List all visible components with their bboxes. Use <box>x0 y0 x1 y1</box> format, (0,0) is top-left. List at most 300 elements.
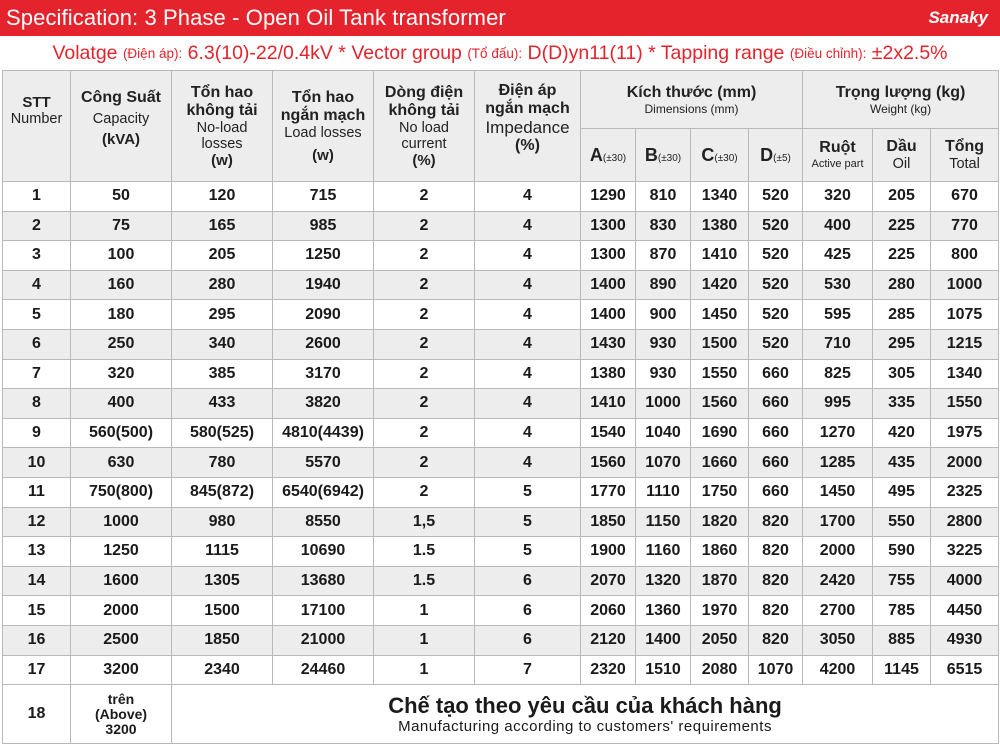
table-cell-w-active: 2000 <box>803 537 873 567</box>
table-cell-w-oil: 495 <box>873 477 931 507</box>
table-cell-capacity: 750(800) <box>71 477 172 507</box>
table-cell-w-oil: 285 <box>873 300 931 330</box>
table-cell-capacity: 50 <box>71 182 172 212</box>
table-cell-impedance: 5 <box>475 537 581 567</box>
table-cell-dim-c: 2050 <box>691 625 749 655</box>
table-cell-w-total: 6515 <box>931 655 999 685</box>
col-w-total-en: Total <box>949 156 980 172</box>
table-cell-stt: 3 <box>3 241 71 271</box>
table-cell-capacity: 180 <box>71 300 172 330</box>
table-cell-dim-c: 1450 <box>691 300 749 330</box>
table-cell-dim-b: 1150 <box>636 507 691 537</box>
table-row <box>3 596 999 626</box>
table-cell-load-losses: 24460 <box>273 655 374 685</box>
table-cell-w-active: 825 <box>803 359 873 389</box>
table-cell-w-oil: 420 <box>873 418 931 448</box>
table-cell-noload-losses: 205 <box>172 241 273 271</box>
note-en: Manufacturing according to customers' requirements <box>398 717 772 735</box>
table-cell-dim-b: 1320 <box>636 566 691 596</box>
table-cell-w-oil: 225 <box>873 241 931 271</box>
table-cell-dim-a: 1540 <box>581 418 636 448</box>
table-cell-capacity: 400 <box>71 389 172 419</box>
table-cell-w-oil: 305 <box>873 359 931 389</box>
table-cell-noload-current: 2 <box>374 448 475 478</box>
table-cell-impedance: 4 <box>475 182 581 212</box>
table-cell-noload-losses: 2340 <box>172 655 273 685</box>
table-cell-dim-c: 1860 <box>691 537 749 567</box>
col-dim-d <box>749 129 803 182</box>
table-cell-w-active: 1700 <box>803 507 873 537</box>
table-cell-load-losses: 1940 <box>273 270 374 300</box>
table-cell-noload-losses: 1850 <box>172 625 273 655</box>
col-dim-a-letter: A <box>589 144 603 165</box>
col-load-losses-vn1: Tổn hao <box>291 88 355 106</box>
table-cell-noload-current: 2 <box>374 418 475 448</box>
table-cell-stt: 6 <box>3 329 71 359</box>
table-cell-load-losses: 4810(4439) <box>273 418 374 448</box>
table-cell-noload-losses: 433 <box>172 389 273 419</box>
table-cell-capacity: 250 <box>71 329 172 359</box>
col-capacity-vn: Công Suất <box>81 88 161 106</box>
table-cell-stt: 17 <box>3 655 71 685</box>
table-cell-dim-b: 870 <box>636 241 691 271</box>
col-impedance-vn2: ngắn mạch <box>485 100 570 117</box>
table-cell-impedance: 7 <box>475 655 581 685</box>
table-cell-impedance: 4 <box>475 359 581 389</box>
table-cell-dim-c: 2080 <box>691 655 749 685</box>
table-cell-load-losses: 10690 <box>273 537 374 567</box>
table-cell-w-total: 1340 <box>931 359 999 389</box>
table-cell-dim-a: 1400 <box>581 270 636 300</box>
table-cell-dim-b: 930 <box>636 359 691 389</box>
table-cell-stt: 15 <box>3 596 71 626</box>
table-cell-noload-losses: 780 <box>172 448 273 478</box>
table-row <box>3 448 999 478</box>
table-cell-capacity: 1250 <box>71 537 172 567</box>
table-cell-stt: 14 <box>3 566 71 596</box>
table-cell-dim-a: 1430 <box>581 329 636 359</box>
table-cell-load-losses: 5570 <box>273 448 374 478</box>
table-cell-dim-d: 820 <box>749 566 803 596</box>
tap-value: ±2x2.5% <box>871 41 948 64</box>
table-row <box>3 182 999 212</box>
table-cell-noload-current: 1.5 <box>374 537 475 567</box>
table-cell-impedance: 6 <box>475 625 581 655</box>
table-cell-dim-d: 820 <box>749 507 803 537</box>
page-title: Specification: 3 Phase - Open Oil Tank transformer <box>6 5 506 30</box>
table-cell-noload-current: 1,5 <box>374 507 475 537</box>
table-cell-w-active: 2420 <box>803 566 873 596</box>
col-dim-c <box>691 129 749 182</box>
table-cell-impedance: 4 <box>475 448 581 478</box>
table-row <box>3 211 999 241</box>
col-w-active-en: Active part <box>811 158 864 170</box>
brand-logo: Sanaky <box>928 8 988 27</box>
table-cell-dim-b: 1070 <box>636 448 691 478</box>
tap-vn: (Điều chỉnh): <box>789 45 867 61</box>
table-cell-w-active: 530 <box>803 270 873 300</box>
table-cell-dim-c: 1420 <box>691 270 749 300</box>
voltage-value: 6.3(10)-22/0.4kV * Vector group <box>187 41 462 64</box>
table-cell-noload-current: 2 <box>374 359 475 389</box>
col-w-active <box>803 129 873 182</box>
col-impedance-en: Impedance <box>485 118 570 137</box>
table-row <box>3 241 999 271</box>
col-dim-b-letter: B <box>644 144 658 165</box>
table-row <box>3 418 999 448</box>
table-cell-capacity: 2000 <box>71 596 172 626</box>
col-w-total <box>931 129 999 182</box>
table-cell-dim-b: 1400 <box>636 625 691 655</box>
table-cell-noload-losses: 340 <box>172 329 273 359</box>
table-cell-w-active: 400 <box>803 211 873 241</box>
col-impedance-unit: (%) <box>515 137 540 154</box>
table-cell-capacity: 630 <box>71 448 172 478</box>
table-cell-capacity: 160 <box>71 270 172 300</box>
table-row <box>3 270 999 300</box>
table-cell-dim-c: 1750 <box>691 477 749 507</box>
table-cell-noload-current: 1 <box>374 596 475 626</box>
col-weight <box>803 71 999 129</box>
table-cell-impedance: 4 <box>475 300 581 330</box>
col-noload-current-vn1: Dòng điện <box>384 83 464 101</box>
col-load-losses-unit: (w) <box>312 146 334 164</box>
voltage-vn: (Điện áp): <box>122 45 183 61</box>
spec-table <box>2 70 999 744</box>
note-vn: Chế tạo theo yêu cầu của khách hàng <box>388 692 782 718</box>
table-cell-noload-losses: 1115 <box>172 537 273 567</box>
col-noload-losses-en2: losses <box>201 135 243 152</box>
table-cell-capacity: 1000 <box>71 507 172 537</box>
table-cell-dim-d: 660 <box>749 477 803 507</box>
table-body <box>3 182 999 744</box>
col-noload-losses-vn1: Tổn hao <box>190 83 254 101</box>
table-cell-impedance: 6 <box>475 596 581 626</box>
table-cell-w-active: 4200 <box>803 655 873 685</box>
table-cell-noload-losses: 580(525) <box>172 418 273 448</box>
table-cell-dim-a: 1560 <box>581 448 636 478</box>
table-cell-dim-a: 1300 <box>581 211 636 241</box>
table-cell-dim-b: 1510 <box>636 655 691 685</box>
col-w-active-vn: Ruột <box>819 139 856 156</box>
title-bar <box>0 0 1000 36</box>
table-cell-w-total: 2800 <box>931 507 999 537</box>
table-cell-impedance: 6 <box>475 566 581 596</box>
table-cell-stt: 18 <box>3 685 71 744</box>
table-cell-dim-c: 1500 <box>691 329 749 359</box>
table-cell-w-oil: 335 <box>873 389 931 419</box>
table-cell-dim-c: 1820 <box>691 507 749 537</box>
table-cell-stt: 4 <box>3 270 71 300</box>
table-cell-noload-current: 2 <box>374 300 475 330</box>
custom-manufacturing-note <box>172 685 999 744</box>
table-row-18 <box>3 685 999 744</box>
table-cell-stt: 16 <box>3 625 71 655</box>
table-cell-dim-a: 1770 <box>581 477 636 507</box>
table-row <box>3 329 999 359</box>
table-row <box>3 537 999 567</box>
table-cell-w-total: 770 <box>931 211 999 241</box>
table-cell-w-active: 710 <box>803 329 873 359</box>
table-cell-dim-b: 1110 <box>636 477 691 507</box>
table-cell-w-oil: 435 <box>873 448 931 478</box>
table-cell-w-active: 2700 <box>803 596 873 626</box>
table-cell-w-total: 4000 <box>931 566 999 596</box>
table-cell-dim-a: 1290 <box>581 182 636 212</box>
table-cell-noload-current: 2 <box>374 477 475 507</box>
table-cell-stt: 9 <box>3 418 71 448</box>
table-cell-impedance: 4 <box>475 211 581 241</box>
table-cell-w-oil: 295 <box>873 329 931 359</box>
col-impedance <box>475 71 581 182</box>
table-cell-dim-b: 930 <box>636 329 691 359</box>
table-cell-stt: 10 <box>3 448 71 478</box>
table-cell-w-total: 2000 <box>931 448 999 478</box>
table-cell-dim-c: 1550 <box>691 359 749 389</box>
table-cell-impedance: 4 <box>475 329 581 359</box>
table-row <box>3 566 999 596</box>
table-cell-w-oil: 755 <box>873 566 931 596</box>
table-cell-load-losses: 13680 <box>273 566 374 596</box>
table-cell-w-total: 4930 <box>931 625 999 655</box>
table-cell-capacity: 320 <box>71 359 172 389</box>
table-cell-dim-a: 2070 <box>581 566 636 596</box>
table-cell-impedance: 5 <box>475 477 581 507</box>
col-dim-c-letter: C <box>701 144 715 165</box>
table-cell-load-losses: 21000 <box>273 625 374 655</box>
table-cell-dim-b: 1000 <box>636 389 691 419</box>
table-cell-stt: 11 <box>3 477 71 507</box>
table-cell-stt: 13 <box>3 537 71 567</box>
table-cell-w-oil: 1145 <box>873 655 931 685</box>
col-noload-losses-en1: No-load <box>196 119 248 136</box>
table-row <box>3 625 999 655</box>
col-stt-vn: STT <box>22 93 51 111</box>
table-cell-dim-d: 660 <box>749 359 803 389</box>
table-cell-dim-a: 1380 <box>581 359 636 389</box>
table-cell-dim-d: 520 <box>749 182 803 212</box>
table-cell-dim-b: 810 <box>636 182 691 212</box>
col-w-total-vn: Tổng <box>944 138 985 155</box>
table-cell-dim-c: 1970 <box>691 596 749 626</box>
table-cell-impedance: 4 <box>475 418 581 448</box>
table-cell-w-total: 1075 <box>931 300 999 330</box>
col-w-oil-vn: Dầu <box>886 138 917 155</box>
table-cell-capacity: 1600 <box>71 566 172 596</box>
table-row <box>3 477 999 507</box>
table-cell-w-active: 425 <box>803 241 873 271</box>
col-noload-current <box>374 71 475 182</box>
col-dimensions-en: Dimensions (mm) <box>644 101 739 116</box>
col-stt-en: Number <box>10 110 63 127</box>
table-cell-capacity: 2500 <box>71 625 172 655</box>
vector-value: D(D)yn11(11) * Tapping range <box>527 41 785 64</box>
table-cell-capacity: 3200 <box>71 655 172 685</box>
table-cell-dim-b: 890 <box>636 270 691 300</box>
table-cell-noload-losses: 165 <box>172 211 273 241</box>
table-cell-noload-current: 2 <box>374 389 475 419</box>
table-row <box>3 300 999 330</box>
table-cell-noload-losses: 1500 <box>172 596 273 626</box>
table-cell-dim-c: 1690 <box>691 418 749 448</box>
col-dim-a <box>581 129 636 182</box>
table-cell-dim-a: 2320 <box>581 655 636 685</box>
table-cell-impedance: 4 <box>475 389 581 419</box>
table-cell-noload-current: 2 <box>374 211 475 241</box>
table-cell-dim-b: 830 <box>636 211 691 241</box>
table-cell-dim-a: 1900 <box>581 537 636 567</box>
table-cell-dim-c: 1410 <box>691 241 749 271</box>
table-cell-dim-a: 1410 <box>581 389 636 419</box>
col-weight-en: Weight (kg) <box>869 101 932 116</box>
table-cell-dim-a: 1400 <box>581 300 636 330</box>
table-cell-w-total: 1000 <box>931 270 999 300</box>
col-dimensions-vn: Kích thước (mm) <box>626 83 757 101</box>
table-cell-load-losses: 3170 <box>273 359 374 389</box>
table-cell-w-active: 1270 <box>803 418 873 448</box>
table-cell-noload-current: 2 <box>374 270 475 300</box>
col-noload-current-en1: No load <box>399 119 449 136</box>
table-cell-dim-d: 520 <box>749 211 803 241</box>
col-w-oil-en: Oil <box>892 156 911 172</box>
table-cell-w-oil: 885 <box>873 625 931 655</box>
table-cell-impedance: 4 <box>475 241 581 271</box>
col-dim-d-tol: (±5) <box>773 152 791 164</box>
table-cell-w-oil: 785 <box>873 596 931 626</box>
table-cell-load-losses: 1250 <box>273 241 374 271</box>
table-cell-noload-losses: 385 <box>172 359 273 389</box>
table-cell-dim-d: 520 <box>749 300 803 330</box>
table-cell-load-losses: 3820 <box>273 389 374 419</box>
col-noload-current-unit: (%) <box>412 151 436 169</box>
table-cell-dim-d: 660 <box>749 448 803 478</box>
table-cell-dim-b: 1040 <box>636 418 691 448</box>
table-cell-dim-a: 1300 <box>581 241 636 271</box>
col-dimensions <box>581 71 803 129</box>
table-cell-capacity: 560(500) <box>71 418 172 448</box>
col-load-losses <box>273 71 374 182</box>
table-cell-noload-current: 1.5 <box>374 566 475 596</box>
table-cell-dim-d: 1070 <box>749 655 803 685</box>
table-cell-dim-d: 520 <box>749 241 803 271</box>
table-cell-stt: 1 <box>3 182 71 212</box>
table-cell-noload-current: 1 <box>374 655 475 685</box>
table-cell-noload-losses: 1305 <box>172 566 273 596</box>
table-cell-load-losses: 2600 <box>273 329 374 359</box>
col-capacity-unit: (kVA) <box>101 130 141 148</box>
table-cell-w-total: 3225 <box>931 537 999 567</box>
table-cell-load-losses: 2090 <box>273 300 374 330</box>
table-cell-dim-d: 660 <box>749 389 803 419</box>
table-cell-w-oil: 225 <box>873 211 931 241</box>
table-cell-capacity: 100 <box>71 241 172 271</box>
table-cell-dim-d: 820 <box>749 537 803 567</box>
col-capacity <box>71 71 172 182</box>
col-noload-current-en2: current <box>401 135 447 152</box>
table-cell-w-oil: 590 <box>873 537 931 567</box>
table-cell-dim-a: 1850 <box>581 507 636 537</box>
spec-line <box>0 36 1000 70</box>
table-cell-w-total: 4450 <box>931 596 999 626</box>
table-cell-dim-c: 1380 <box>691 211 749 241</box>
col-dim-c-tol: (±30) <box>714 152 738 164</box>
col-w-oil <box>873 129 931 182</box>
table-cell-noload-current: 1 <box>374 625 475 655</box>
table-cell-stt: 8 <box>3 389 71 419</box>
table-cell-load-losses: 985 <box>273 211 374 241</box>
col-stt <box>3 71 71 182</box>
table-cell-w-oil: 205 <box>873 182 931 212</box>
table-cell-dim-b: 900 <box>636 300 691 330</box>
table-row <box>3 655 999 685</box>
table-cell-stt: 7 <box>3 359 71 389</box>
table-cell-w-total: 2325 <box>931 477 999 507</box>
table-row <box>3 389 999 419</box>
above-line-2: (Above) <box>94 705 148 722</box>
col-capacity-en: Capacity <box>92 110 150 127</box>
col-dim-d-letter: D <box>760 144 774 165</box>
table-cell-stt: 12 <box>3 507 71 537</box>
table-cell-w-total: 800 <box>931 241 999 271</box>
table-cell-dim-b: 1360 <box>636 596 691 626</box>
table-cell-dim-b: 1160 <box>636 537 691 567</box>
table-cell-noload-current: 2 <box>374 182 475 212</box>
table-cell-w-active: 1450 <box>803 477 873 507</box>
table-cell-dim-a: 2060 <box>581 596 636 626</box>
table-cell-noload-losses: 295 <box>172 300 273 330</box>
table-cell-noload-current: 2 <box>374 241 475 271</box>
table-cell-stt: 5 <box>3 300 71 330</box>
table-cell-load-losses: 715 <box>273 182 374 212</box>
above-line-1: trên <box>107 690 135 707</box>
col-load-losses-en: Load losses <box>284 124 362 141</box>
col-dim-b <box>636 129 691 182</box>
table-cell-w-active: 595 <box>803 300 873 330</box>
col-dim-b-tol: (±30) <box>657 152 682 164</box>
table-cell-w-active: 995 <box>803 389 873 419</box>
table-cell-capacity: 75 <box>71 211 172 241</box>
col-weight-vn: Trọng lượng (kg) <box>835 83 966 101</box>
table-cell-noload-losses: 280 <box>172 270 273 300</box>
table-cell-w-active: 3050 <box>803 625 873 655</box>
table-cell-noload-current: 2 <box>374 329 475 359</box>
table-cell-w-total: 1550 <box>931 389 999 419</box>
col-noload-losses-unit: (w) <box>211 151 233 169</box>
col-load-losses-vn2: ngắn mạch <box>280 106 366 124</box>
table-cell-dim-d: 520 <box>749 270 803 300</box>
table-cell-w-total: 670 <box>931 182 999 212</box>
table-cell-dim-a: 2120 <box>581 625 636 655</box>
col-noload-current-vn2: không tải <box>388 101 460 119</box>
table-cell-w-total: 1215 <box>931 329 999 359</box>
above-line-3: 3200 <box>105 720 137 737</box>
table-cell-dim-c: 1870 <box>691 566 749 596</box>
table-cell-load-losses: 6540(6942) <box>273 477 374 507</box>
table-cell-impedance: 4 <box>475 270 581 300</box>
table-cell-load-losses: 8550 <box>273 507 374 537</box>
table-cell-noload-losses: 980 <box>172 507 273 537</box>
table-cell-w-active: 1285 <box>803 448 873 478</box>
table-cell-w-oil: 550 <box>873 507 931 537</box>
table-cell-noload-losses: 120 <box>172 182 273 212</box>
table-cell-dim-c: 1340 <box>691 182 749 212</box>
table-cell-capacity <box>71 685 172 744</box>
table-cell-dim-d: 660 <box>749 418 803 448</box>
table-cell-impedance: 5 <box>475 507 581 537</box>
voltage-label: Volatge <box>52 41 118 64</box>
col-noload-losses-vn2: không tải <box>186 101 258 119</box>
col-dim-a-tol: (±30) <box>602 152 627 164</box>
